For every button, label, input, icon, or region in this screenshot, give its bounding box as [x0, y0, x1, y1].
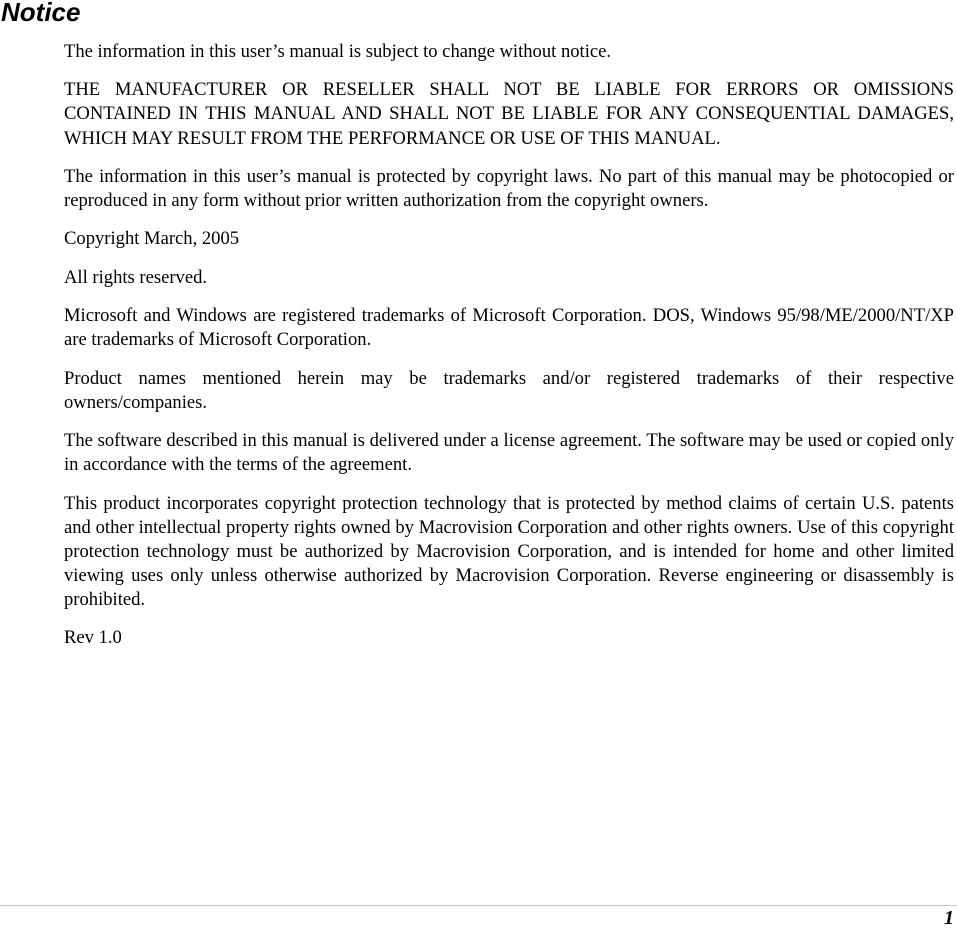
- page-number: 1: [944, 907, 954, 929]
- paragraph-change-notice: The information in this user’s manual is subject to change without notice.: [64, 41, 612, 62]
- paragraph-product-names: Product names mentioned herein may be trademarks and/or registered trademarks of their respective owners/companies.: [64, 367, 954, 413]
- paragraph-macrovision: This product incorporates copyright protection technology that is protected by method claims of certain U.S. patents and other intellectual property rights owned by Macrovision Corporation and other rights owners. Use of this copyright protection technology must be authorized by Macrovision Corporation, and is intended for home and other limited viewing uses only unless otherwise authorized by Macrovision Corporation. Reverse engineering or disassembly is prohibited.: [64, 492, 954, 611]
- notice-body: [64, 40, 954, 665]
- footer-divider: [0, 905, 957, 906]
- paragraph-microsoft-trademarks: Microsoft and Windows are registered trademarks of Microsoft Corporation. DOS, Windows 95/98/ME/2000/NT/XP are trademarks of Microsoft Corporation.: [64, 305, 954, 351]
- paragraph-rights-reserved: All rights reserved.: [64, 266, 208, 288]
- paragraph-software-license: The software described in this manual is delivered under a license agreement. The software may be used or copied only in accordance with the terms of the agreement.: [64, 430, 954, 476]
- page-title: Notice: [1, 0, 81, 27]
- paragraph-liability-disclaimer: THE MANUFACTURER OR RESELLER SHALL NOT BE LIABLE FOR ERRORS OR OMISSIONS CONTAINED IN THIS MANUAL AND SHALL NOT BE LIABLE FOR ANY CONSEQUENTIAL DAMAGES, WHICH MAY RESULT FROM THE PERFORMANCE OR USE OF THIS MANUAL.: [64, 79, 954, 149]
- paragraph-revision: Rev 1.0: [64, 627, 122, 649]
- paragraph-copyright-protection: The information in this user’s manual is protected by copyright laws. No part of this manual may be photocopied or reproduced in any form without prior written authorization from the copyright owners.: [64, 165, 954, 212]
- paragraph-copyright-date: Copyright March, 2005: [64, 228, 240, 250]
